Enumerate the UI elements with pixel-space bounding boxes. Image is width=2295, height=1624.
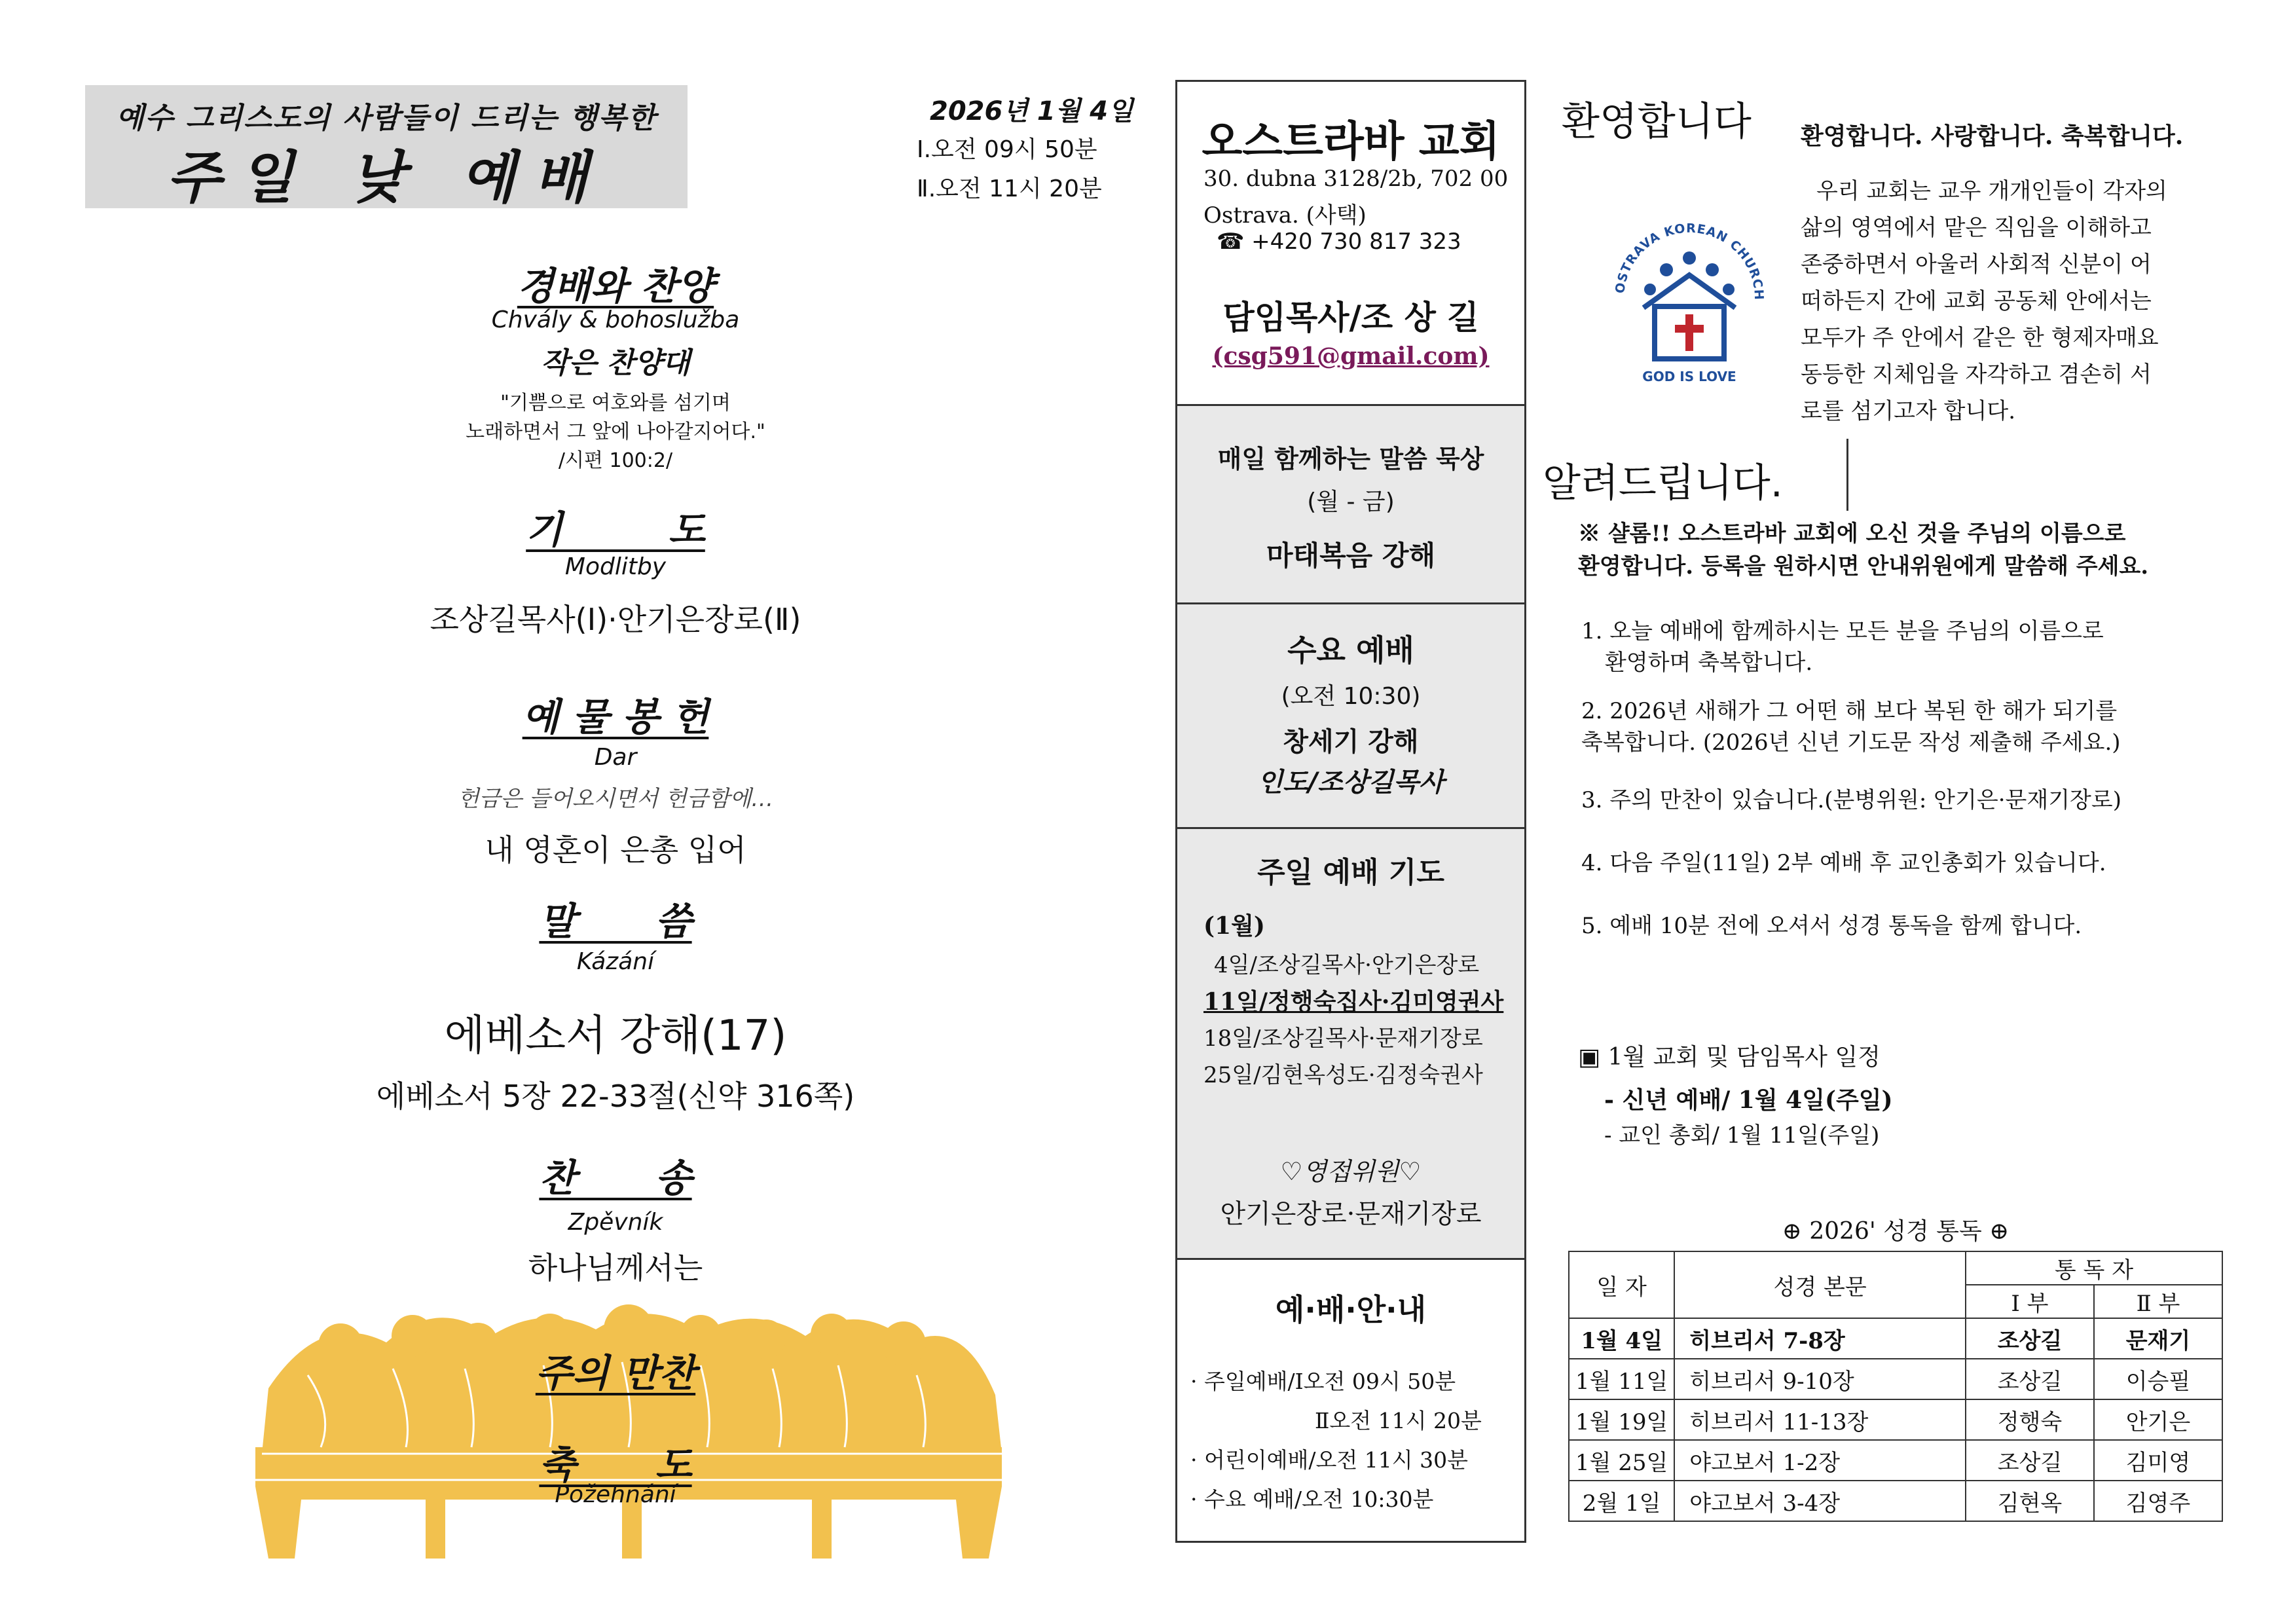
sermon-title: 에베소서 강해(17) — [444, 1012, 787, 1060]
sermon-sub: Kázání — [576, 948, 655, 975]
prayer-leaders: 조상길목사(Ⅰ)·안기은장로(Ⅱ) — [430, 602, 801, 637]
meditation-title: 매일 함께하는 말씀 묵상 — [1217, 445, 1484, 473]
meditation-text: 마태복음 강해 — [1266, 540, 1436, 572]
blessing-sub: Požehnání — [555, 1481, 676, 1508]
church-info-panel — [1175, 80, 1526, 1543]
service-time-2: Ⅱ.오전 11시 20분 — [917, 175, 1102, 202]
service-guide-section — [1177, 1260, 1524, 1541]
notices-divider — [1846, 439, 1848, 511]
notice-item: 4. 다음 주일(11일) 2부 예배 후 교인총회가 있습니다. — [1581, 850, 2106, 876]
welcome-body: 우리 교회는 교우 개개인들이 각자의 삶의 영역에서 맡은 직임을 이해하고 존중하면서 아울러 사회적 신분이 어 떠하든지 간에 교회 공동체 안에서는 모두가 주 안에서 같은 한 형제자매요 동등한 지체임을 자각하고 겸손히 서 로를 섬기고자 합니다. — [1801, 178, 2167, 424]
pastor-email[interactable]: (csg591@gmail.com) — [1212, 342, 1490, 370]
header-part1: Ⅰ 부 — [1966, 1285, 2094, 1318]
prayer-schedule-item: 25일/김현옥성도·김정숙권사 — [1203, 1062, 1483, 1088]
notices-greeting: ※ 샬롬!! 오스트라바 교회에 오신 것을 주님의 이름으로 환영합니다. 등록을 원하시면 안내위원에게 말씀해 주세요. — [1578, 521, 2149, 580]
offering-heading: 예 물 봉 헌 — [522, 695, 709, 739]
hymn-heading: 찬 송 — [539, 1156, 692, 1200]
notice-item: 5. 예배 10분 전에 오셔서 성경 통독을 함께 합니다. — [1581, 913, 2082, 939]
worship-verse-1: "기쁨으로 여호와를 섬기며 — [500, 392, 731, 415]
table-row: 1월 11일 히브리서 9-10장 조상길 이승필 — [1569, 1359, 2222, 1399]
wednesday-text: 창세기 강해 — [1283, 727, 1419, 757]
greeters-names: 안기은장로·문재기장로 — [1220, 1199, 1482, 1229]
schedule-item: - 교인 총회/ 1월 11일(주일) — [1604, 1122, 1880, 1149]
pastor-name: 담임목사/조 상 길 — [1222, 299, 1479, 337]
hymn-sub: Zpěvník — [568, 1209, 663, 1236]
hymn-title: 하나님께서는 — [528, 1250, 703, 1285]
schedule-item: - 신년 예배/ 1월 4일(주일) — [1604, 1086, 1893, 1114]
service-guide-item: Ⅱ오전 11시 20분 — [1315, 1408, 1482, 1433]
prayer-schedule-month: (1월) — [1203, 912, 1265, 940]
worship-verse-ref: /시편 100:2/ — [558, 449, 673, 472]
header-date: 일 자 — [1569, 1251, 1674, 1318]
service-guide-item: · 어린이예배/오전 11시 30분 — [1190, 1447, 1468, 1473]
welcome-lead: 환영합니다. 사랑합니다. 축복합니다. — [1801, 122, 2184, 150]
wednesday-leader: 인도/조상길목사 — [1257, 767, 1444, 798]
sermon-heading: 말 씀 — [539, 899, 692, 944]
svg-text:OSTRAVA KOREAN CHURCH: OSTRAVA KOREAN CHURCH — [1613, 221, 1767, 301]
church-phone: ☎ +420 730 817 323 — [1217, 229, 1461, 255]
prayer-sub: Modlitby — [564, 553, 667, 580]
church-info — [1177, 82, 1524, 403]
table-row: 1월 25일 야고보서 1-2장 조상길 김미영 — [1569, 1440, 2222, 1481]
table-row: 1월 19일 히브리서 11-13장 정행숙 안기은 — [1569, 1399, 2222, 1440]
sermon-passage: 에베소서 5장 22-33절(신약 316쪽) — [376, 1079, 855, 1114]
wednesday-time: (오전 10:30) — [1281, 683, 1421, 710]
offering-note: 헌금은 들어오시면서 헌금함에… — [457, 786, 774, 812]
worship-sub: Chvály & bohoslužba — [491, 306, 740, 333]
wednesday-title: 수요 예배 — [1287, 633, 1414, 668]
header-passage: 성경 본문 — [1674, 1251, 1966, 1318]
header-readers: 통 독 자 — [1966, 1251, 2222, 1285]
header-part2: Ⅱ 부 — [2094, 1285, 2222, 1318]
table-row: 2월 1일 야고보서 3-4장 김현옥 김영주 — [1569, 1481, 2222, 1521]
last-supper-illustration — [242, 1283, 1015, 1578]
schedule-title: ▣ 1월 교회 및 담임목사 일정 — [1578, 1044, 1881, 1071]
prayer-schedule-item: 11일/정행숙집사·김미영권사 — [1203, 988, 1504, 1016]
welcome-title: 환영합니다 — [1562, 99, 1752, 145]
supper-heading: 주의 만찬 — [535, 1351, 696, 1395]
worship-heading: 경배와 찬양 — [517, 264, 714, 308]
prayer-heading: 기 도 — [526, 507, 705, 552]
meditation-days: (월 - 금) — [1307, 489, 1395, 515]
notice-item: 3. 주의 만찬이 있습니다.(분병위원: 안기은·문재기장로) — [1581, 787, 2121, 813]
service-time-1: Ⅰ.오전 09시 50분 — [917, 136, 1097, 163]
offering-hymn: 내 영혼이 은총 입어 — [485, 832, 746, 868]
table-header-row — [1569, 1251, 2222, 1285]
notice-item: 2. 2026년 새해가 그 어떤 해 보다 복된 한 해가 되기를 축복합니다. (2026년 신년 기도문 작성 제출해 주세요.) — [1581, 698, 2121, 756]
greeters-title: ♡영접위원♡ — [1280, 1157, 1422, 1186]
phone-icon: ☎ — [1217, 229, 1252, 255]
worship-verse-2: 노래하면서 그 앞에 나아갈지어다." — [466, 420, 765, 443]
prayer-schedule-title: 주일 예배 기도 — [1257, 856, 1444, 889]
church-name: 오스트라바 교회 — [1202, 118, 1500, 166]
service-guide-item: · 주일예배/Ⅰ오전 09시 50분 — [1190, 1369, 1456, 1394]
meditation-section — [1177, 406, 1524, 602]
church-address-1: 30. dubna 3128/2b, 702 00 — [1203, 166, 1509, 192]
worship-leader: 작은 찬양대 — [541, 346, 690, 380]
wednesday-section — [1177, 604, 1524, 827]
church-address-2: Ostrava. (사택) — [1203, 202, 1367, 229]
prayer-schedule-item: 4일/조상길목사·안기은장로 — [1214, 952, 1480, 978]
service-guide-title: 예·배·안·내 — [1275, 1292, 1427, 1327]
offering-sub: Dar — [594, 744, 637, 771]
prayer-schedule-item: 18일/조상길목사·문재기장로 — [1203, 1025, 1483, 1052]
bible-reading-title: ⊕ 2026' 성경 통독 ⊕ — [1782, 1218, 2010, 1245]
prayer-schedule-section — [1177, 829, 1524, 1258]
church-logo — [1607, 210, 1771, 393]
notice-item: 1. 오늘 예배에 함께하시는 모든 분을 주님의 이름으로 환영하며 축복합니다. — [1581, 618, 2104, 676]
service-date: 2026년 1월 4일 — [930, 96, 1133, 126]
bulletin-title: 주일 낮 예배 — [166, 145, 606, 211]
bulletin-subtitle: 예수 그리스도의 사람들이 드리는 행복한 — [116, 101, 657, 135]
svg-text:GOD IS LOVE: GOD IS LOVE — [1642, 369, 1736, 384]
table-row: 1월 4일 히브리서 7-8장 조상길 문재기 — [1569, 1318, 2222, 1359]
bible-reading-table — [1568, 1251, 2223, 1522]
title-box — [85, 85, 688, 211]
service-guide-item: · 수요 예배/오전 10:30분 — [1190, 1486, 1434, 1512]
blessing-heading: 축 도 — [539, 1443, 692, 1487]
notices-title: 알려드립니다. — [1543, 460, 1783, 506]
